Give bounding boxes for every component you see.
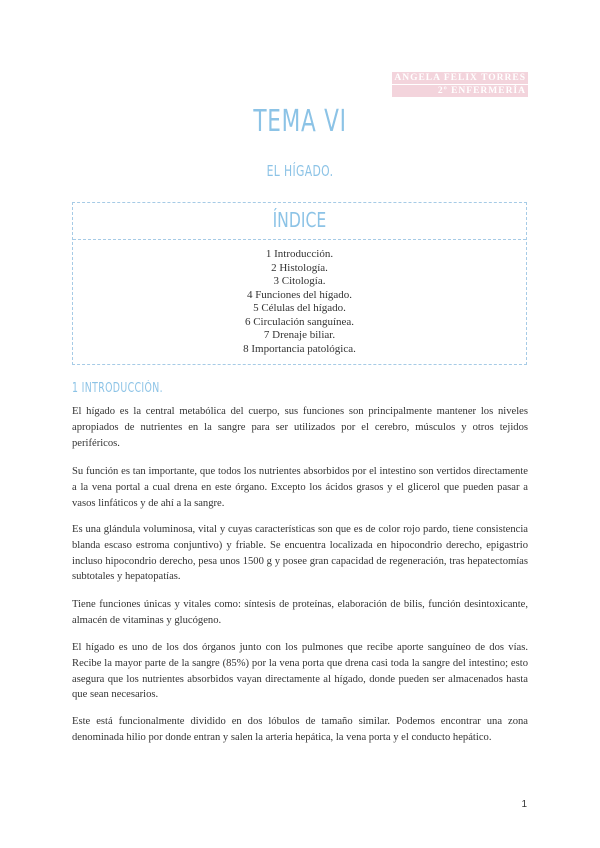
document-subtitle: EL HÍGADO. (266, 162, 334, 180)
index-list (73, 240, 526, 356)
author-name: ANGELA FELIX TORRES (394, 73, 526, 83)
paragraph: Este está funcionalmente dividido en dos lóbulos de tamaño similar. Podemos encontrar una zona denominada hilio por donde entran y salen la arteria hepática, la vena porta y el conducto hepático. (72, 716, 528, 743)
paragraph: El hígado es la central metabólica del cuerpo, sus funciones son principalmente mantener los niveles apropiados de nutrientes en la sangre para ser utilizados por el cerebro, músculos y otros tejidos periféricos. (72, 406, 528, 449)
index-item: 7 Drenaje biliar. (263, 329, 336, 341)
paragraph: Tiene funciones únicas y vitales como: síntesis de proteínas, elaboración de bilis, función desintoxicante, almacén de vitaminas y glucógeno. (72, 599, 528, 626)
paragraph: Es una glándula voluminosa, vital y cuyas características son que es de color rojo pardo, tiene consistencia blanda escaso estroma conjuntivo) y friable. Se encuentra localizada en hipocondrio derecho, epigastrio incluso hipocondrio derecho, pesa unos 1500 g y posee gran capacidad de regeneración, tras hepatectomías subtotales y hepatopatías. (72, 524, 528, 583)
index-item: 6 Circulación sanguínea. (244, 315, 355, 328)
index-item: 4 Funciones del hígado. (246, 288, 353, 301)
author-course: 2º ENFERMERÍA (392, 85, 528, 97)
index-item: 1 Introducción. (265, 248, 334, 260)
index-header (73, 203, 526, 240)
paragraph: Su función es tan importante, que todos los nutrientes absorbidos por el intestino son vertidos directamente a la vena portal a cual drena en este órgano. Excepto los ácidos grasos y el glicerol que pueden pasar a vasos linfáticos y de ahí a la sangre. (72, 466, 528, 509)
author-tag (392, 72, 528, 98)
paragraph: El hígado es uno de los dos órganos junto con los pulmones que recibe aporte sanguíneo de dos vías. Recibe la mayor parte de la sangre (85%) por la vena porta que drena casi toda la sangre del intestino; esto asegura que los nutrientes absorbidos vayan directamente al hígado, donde pueden ser almacenados hasta que sean necesarios. (72, 642, 528, 701)
document-title: TEMA VI (253, 104, 347, 139)
index-item: 8 Importancia patológica. (243, 342, 356, 355)
index-item: 2 Histología. (271, 261, 328, 274)
index-item: 3 Citología. (273, 275, 326, 287)
index-title: ÍNDICE (272, 208, 327, 232)
page-number: 1 (521, 799, 527, 810)
index-box (72, 202, 527, 365)
section-title: 1 INTRODUCCIÓN. (72, 381, 163, 396)
index-item: 5 Células del hígado. (253, 302, 346, 314)
